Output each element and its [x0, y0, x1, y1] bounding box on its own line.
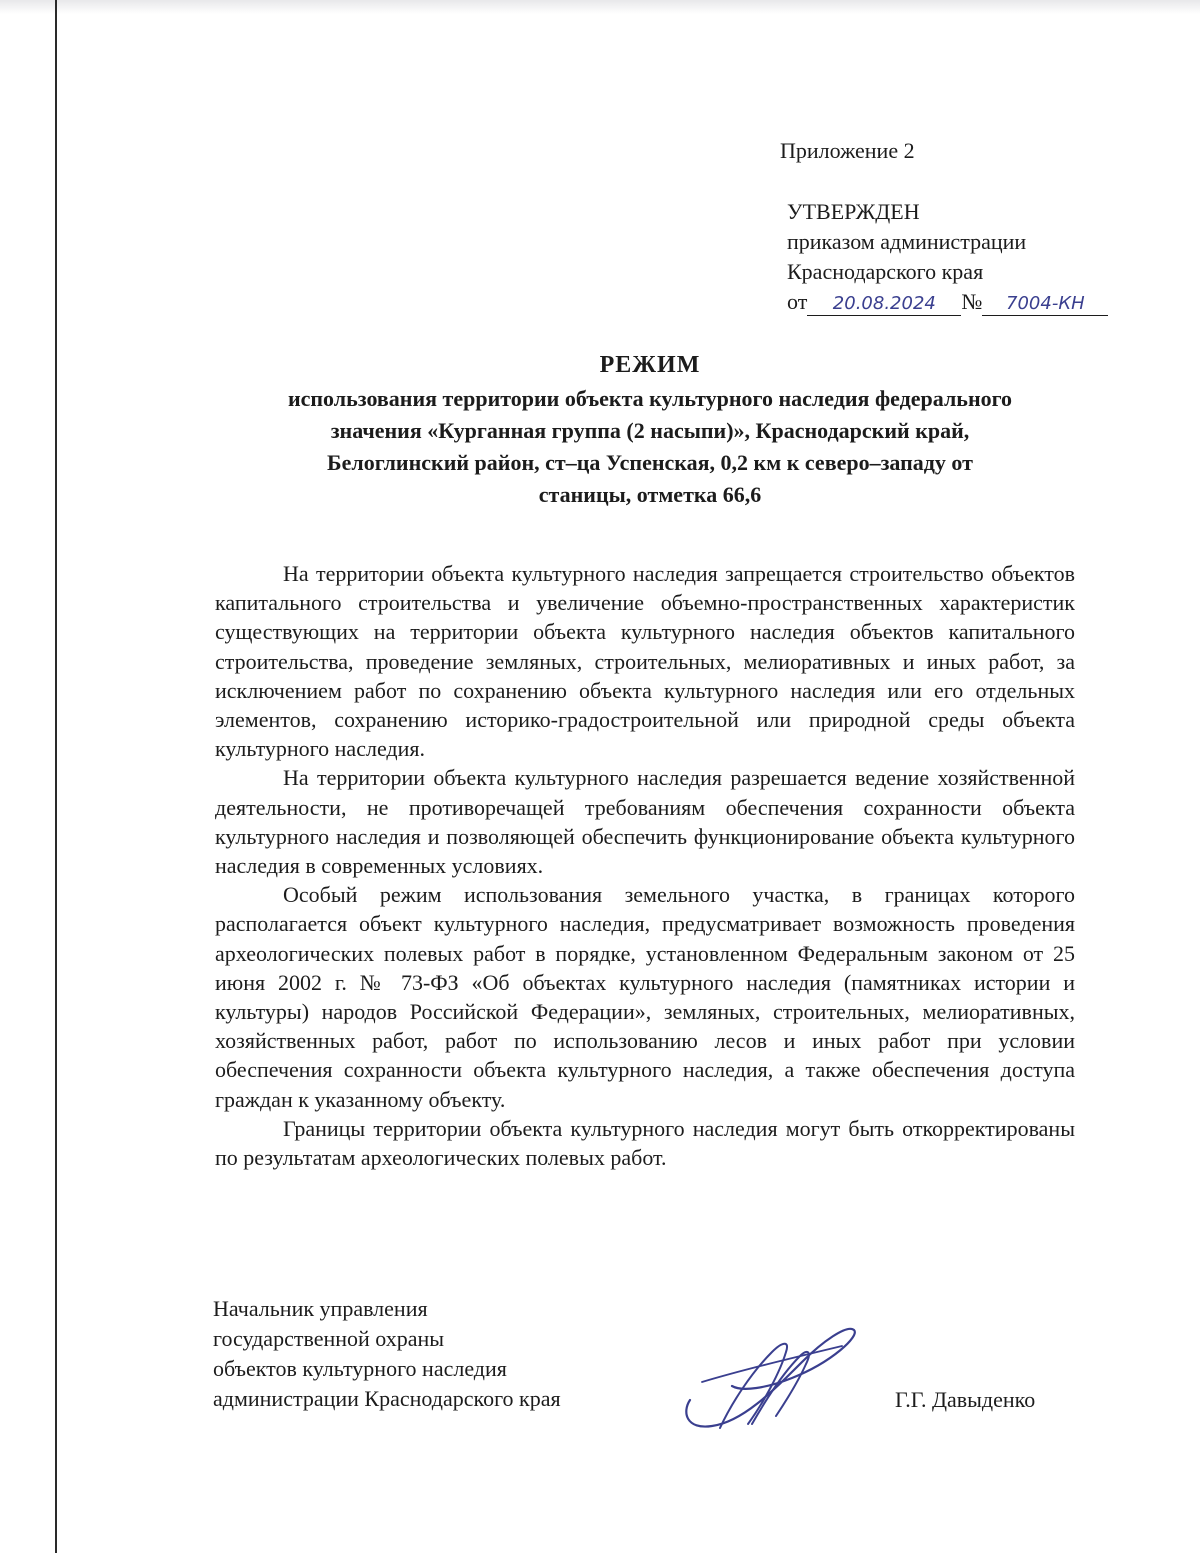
paragraph-special-regime: Особый режим использования земельного участка, в границах которого располагается объект культурного наследия, предусматривает возможность проведения археологических полевых работ в порядке, установленном Федеральным законом от 25 июня 2002 г. № 73-ФЗ «Об объектах культурного наследия (памятниках истории и культуры) народов Российской Федерации», земляных, строительных, мелиоративных, хозяйственных работ, работ по использованию лесов и иных работ при условии обеспечения сохранности объекта культурного наследия, а также обеспечения доступа граждан к указанному объекту. — [215, 882, 1075, 1112]
number-prefix: № — [961, 289, 983, 314]
approval-line-1: приказом администрации — [787, 229, 1027, 254]
signatory-position — [213, 1294, 561, 1414]
position-line-3: объектов культурного наследия — [213, 1356, 507, 1381]
signatory-name: Г.Г. Давыденко — [895, 1387, 1036, 1412]
appendix-label: Приложение 2 — [780, 138, 915, 163]
paragraph-boundaries: Границы территории объекта культурного наследия могут быть откорректированы по результатам археологических полевых работ. — [215, 1115, 1075, 1171]
title-line-4: станицы, отметка 66,6 — [538, 482, 762, 507]
position-line-4: администрации Краснодарского края — [213, 1386, 561, 1411]
handwritten-signature — [672, 1312, 872, 1442]
position-line-2: государственной охраны — [213, 1326, 445, 1351]
approval-heading: УТВЕРЖДЕН — [787, 199, 920, 224]
title-line-2: значения «Курганная группа (2 насыпи)», Краснодарский край, — [330, 418, 970, 443]
date-prefix: от — [787, 289, 808, 314]
document-body — [215, 559, 1075, 1172]
approval-line-2: Краснодарского края — [787, 259, 984, 284]
document-title — [200, 348, 1100, 510]
handwritten-order-number: 7004-КН — [982, 293, 1108, 316]
paragraph-permitted-activity: На территории объекта культурного наследия разрешается ведение хозяйственной деятельности, не противоречащей требованиям обеспечения сохранности объекта культурного наследия и позволяющей обеспечить функционирование объекта культурного наследия в современных условиях. — [215, 765, 1075, 879]
paragraph-prohibitions: На территории объекта культурного наследия запрещается строительство объектов капитального строительства и увеличение объемно-пространственных характеристик существующих на территории объекта культурного наследия объектов капитального строительства, проведение земляных, строительных, мелиоративных и иных работ, за исключением работ по сохранению объекта культурного наследия или его отдельных элементов, сохранению историко-градостроительной или природной среды объекта культурного наследия. — [215, 561, 1075, 762]
approval-date-line — [787, 287, 1108, 317]
title-line-1: использования территории объекта культурного наследия федерального — [287, 386, 1013, 411]
position-line-1: Начальник управления — [213, 1296, 428, 1321]
handwritten-date: 20.08.2024 — [807, 293, 961, 316]
approval-stamp-block — [787, 197, 1108, 317]
title-main: РЕЖИМ — [599, 352, 701, 378]
title-line-3: Белоглинский район, ст–ца Успенская, 0,2 км к северо–западу от — [327, 450, 973, 475]
